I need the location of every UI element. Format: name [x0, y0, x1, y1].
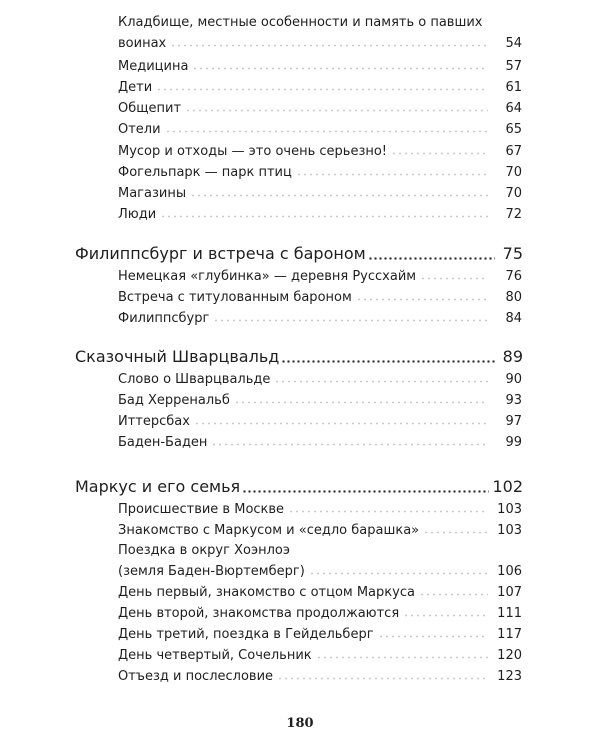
toc-entry-page: 117: [497, 627, 522, 642]
toc-entry-title-line: Поездка в округ Хоэнлоэ: [118, 543, 290, 558]
dot-leader: [316, 656, 488, 659]
toc-entry-page: 99: [505, 435, 522, 450]
toc-entry-page: 61: [505, 80, 522, 95]
page-number: 180: [286, 716, 314, 731]
dot-leader: [403, 614, 488, 617]
toc-entry-title: Люди: [118, 207, 157, 222]
dot-leader: [190, 194, 488, 197]
dot-leader: [234, 401, 488, 404]
toc-entry-page: 93: [505, 393, 522, 408]
toc-entry: [118, 59, 522, 74]
toc-entry-page: 123: [497, 669, 522, 684]
dot-leader: [156, 88, 488, 91]
toc-entry: [118, 165, 522, 180]
toc-entry-page: 97: [505, 414, 522, 429]
toc-entry: [118, 669, 522, 684]
toc-entry-page: 111: [497, 606, 522, 621]
toc-entry-page: 103: [497, 502, 522, 517]
toc-entry-title: День первый, знакомство с отцом Маркуса: [118, 585, 415, 600]
dot-leader: [356, 298, 488, 301]
chapter-page: 75: [502, 244, 523, 263]
toc-entry-title: воинах: [118, 36, 167, 51]
chapter-page: 89: [502, 347, 523, 366]
toc-entry-title: Дети: [118, 80, 153, 95]
toc-entry: [118, 435, 522, 450]
toc-entry-title: Происшествие в Москве: [118, 502, 285, 517]
toc-entry-page: 57: [505, 59, 522, 74]
toc-entry: [118, 311, 522, 326]
toc-entry-title: Филиппсбург: [118, 311, 210, 326]
toc-chapter-heading: [75, 477, 523, 496]
toc-entry: [118, 144, 522, 159]
toc-entry: [118, 372, 522, 387]
dot-leader: [194, 422, 488, 425]
dot-leader: [211, 443, 488, 446]
toc-entry-title: Немецкая «глубинка» — деревня Руссхайм: [118, 269, 417, 284]
dot-leader: [160, 215, 488, 218]
toc-entry: [118, 523, 522, 538]
toc-entry-title: Встреча с титулованным бароном: [118, 290, 352, 305]
toc-entry-page: 84: [505, 311, 522, 326]
toc-entry-title: День второй, знакомства продолжаются: [118, 606, 400, 621]
dot-leader: [419, 593, 488, 596]
dot-leader: [165, 130, 488, 133]
toc-entry-page: 107: [497, 585, 522, 600]
toc-entry-title: День третий, поездка в Гейдельберг: [118, 627, 374, 642]
toc-entry-page: 72: [505, 207, 522, 222]
dot-leader: [213, 319, 488, 322]
dot-leader: [309, 572, 488, 575]
toc-entry-title: (земля Баден-Вюртемберг): [118, 564, 305, 579]
toc-entry-title: Знакомство с Маркусом и «седло барашка»: [118, 523, 420, 538]
toc-entry-title: День четвертый, Сочельник: [118, 648, 312, 663]
toc-entry-page: 64: [505, 101, 522, 116]
toc-entry: [118, 564, 522, 579]
toc-entry: [118, 122, 522, 137]
toc-entry-page: 80: [505, 290, 522, 305]
toc-entry-title: Слово о Шварцвальде: [118, 372, 271, 387]
toc-entry: [118, 269, 522, 284]
toc-entry-title: Магазины: [118, 186, 187, 201]
toc-entry-page: 70: [505, 165, 522, 180]
toc-entry-title: Отели: [118, 122, 161, 137]
chapter-title: Сказочный Шварцвальд: [75, 347, 280, 366]
toc-entry-page: 67: [505, 144, 522, 159]
toc-entry: [118, 648, 522, 663]
toc-entry: [118, 393, 522, 408]
dot-leader: [185, 109, 488, 112]
toc-entry-title-line: Кладбище, местные особенности и память о павших: [118, 15, 483, 30]
toc-entry-page: 76: [505, 269, 522, 284]
toc-entry-page: 120: [497, 648, 522, 663]
dot-leader: [274, 380, 488, 383]
toc-entry-title: Фогельпарк — парк птиц: [118, 165, 292, 180]
toc-entry: [118, 101, 522, 116]
toc-entry-title: Отъезд и послесловие: [118, 669, 274, 684]
dot-leader: [378, 635, 488, 638]
toc-entry-title: Иттерсбах: [118, 414, 190, 429]
dot-leader: [170, 44, 488, 47]
toc-entry-page: 65: [505, 122, 522, 137]
toc-entry: [118, 585, 522, 600]
toc-entry: [118, 186, 522, 201]
toc-entry: [118, 290, 522, 305]
dot-leader: [242, 490, 489, 493]
toc-entry-title: Бад Херренальб: [118, 393, 230, 408]
dot-leader: [192, 67, 488, 70]
dot-leader: [296, 173, 488, 176]
dot-leader: [288, 510, 488, 513]
toc-entry-title: Медицина: [118, 59, 189, 74]
dot-leader: [281, 360, 495, 363]
dot-leader: [420, 277, 488, 280]
toc-entry-page: 54: [505, 36, 522, 51]
dot-leader: [368, 257, 495, 260]
toc-entry: [118, 207, 522, 222]
toc-entry: [118, 627, 522, 642]
toc-chapter-heading: [75, 244, 523, 263]
dot-leader: [277, 677, 488, 680]
toc-entry: [118, 502, 522, 517]
toc-entry: [118, 36, 522, 51]
toc-chapter-heading: [75, 347, 523, 366]
toc-entry-title: Баден-Баден: [118, 435, 208, 450]
toc-entry-page: 90: [505, 372, 522, 387]
toc-entry: [118, 606, 522, 621]
dot-leader: [391, 152, 488, 155]
toc-entry-title: Мусор и отходы — это очень серьезно!: [118, 144, 388, 159]
toc-entry-page: 106: [497, 564, 522, 579]
toc-entry-page: 70: [505, 186, 522, 201]
dot-leader: [423, 531, 488, 534]
toc-entry-title: Общепит: [118, 101, 182, 116]
toc-entry-page: 103: [497, 523, 522, 538]
chapter-page: 102: [492, 477, 523, 496]
chapter-title: Маркус и его семья: [75, 477, 241, 496]
toc-entry: [118, 414, 522, 429]
toc-entry: [118, 80, 522, 95]
chapter-title: Филиппсбург и встреча с бароном: [75, 244, 366, 263]
